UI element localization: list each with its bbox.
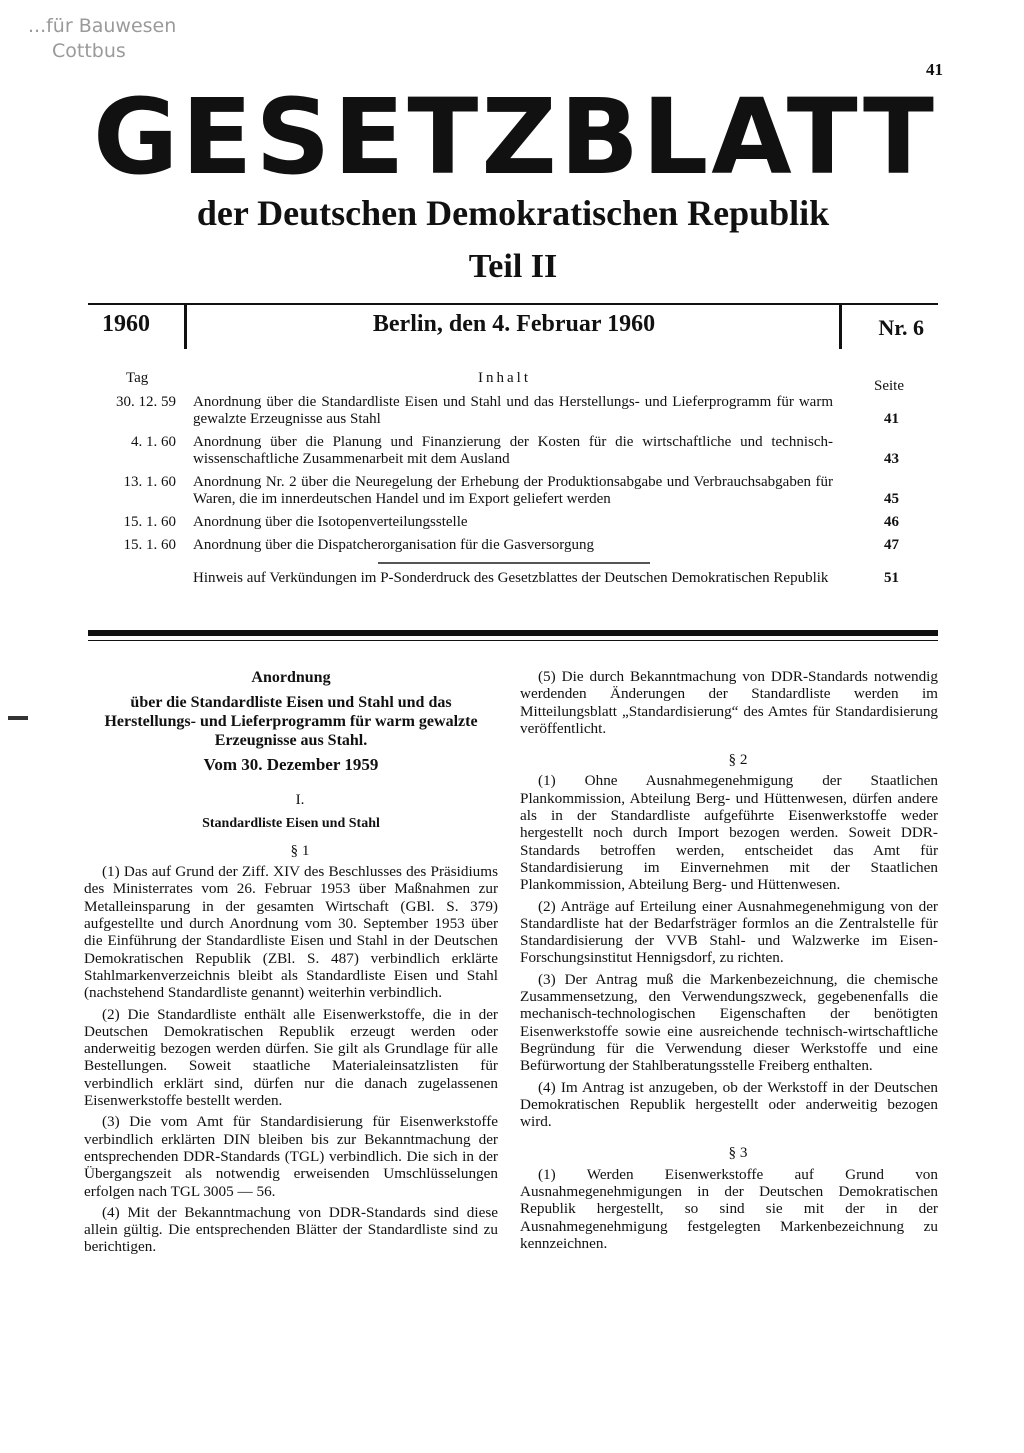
toc-col-inhalt: Inhalt	[478, 370, 531, 386]
paragraph-1-5: (5) Die durch Bekanntmachung von DDR-Standards notwendig werdenden Änderungen der Standardliste werden im Mitteilungsblatt „Standardisierung“ des Amtes für Standardisierung veröffentlicht.	[520, 668, 938, 737]
toc-entry-page: 45	[884, 491, 899, 507]
toc-entry	[88, 537, 918, 554]
paragraph-2-3: (3) Der Antrag muß die Markenbezeichnung, die chemische Zusammensetzung, den Verwendungszweck, gegebenenfalls die mechanisch-technologischen Eigenschaften der benötigten Eisenwerkstoffe sowie eine ausreichende technisch-wirtschaftliche Begründung für die Verwendung dieser Werkstoffe und eine Befürwortung der Stahlberatungsstelle Freiberg enthalten.	[520, 970, 938, 1075]
toc-entry	[88, 514, 918, 531]
toc-entry-page: 46	[884, 514, 899, 530]
right-column	[520, 668, 938, 1256]
toc-separator	[378, 562, 650, 564]
masthead-subtitle: der Deutschen Demokratischen Republik	[196, 193, 830, 233]
header-rule	[88, 303, 938, 305]
part-number: I.	[295, 791, 305, 809]
toc-entry-date: 13. 1. 60	[123, 474, 176, 490]
library-stamp	[28, 14, 176, 64]
stamp-line-1: ...für Bauwesen	[28, 15, 177, 37]
article-heading: Anordnung	[251, 669, 331, 686]
toc-bottom-rule	[88, 640, 938, 641]
issue-header	[88, 303, 938, 349]
toc-entry-date: 15. 1. 60	[123, 537, 176, 553]
issue-number: Nr. 6	[878, 315, 924, 340]
toc-entry	[88, 474, 918, 508]
toc-entry-page: 47	[884, 537, 899, 553]
toc-entry-text: Anordnung über die Planung und Finanzierung der Kosten für die wirtschaftliche und technisch-wissenschaftliche Zusammenarbeit mit dem Ausland	[193, 434, 833, 467]
toc-note-text: Hinweis auf Verkündungen im P-Sonderdruck des Gesetzblattes der Deutschen Demokratischen Republik	[193, 570, 829, 586]
paragraph-1-1: (1) Das auf Grund der Ziff. XIV des Beschlusses des Präsidiums des Ministerrates vom 26. Februar 1953 über Maßnahmen zur Metalleinsparung in der gesamten Wirtschaft (GBl. S. 379) aufgestellte und durch Anordnung vom 30. September 1953 über die Einführung der Standardliste Eisen und Stahl in der Deutschen Demokratischen Republik (ZBl. S. 487) verbindlich erklärte Stahlmarkenverzeichnis bleibt als Standardliste Eisen und Stahl (nachstehend Standardliste genannt) weiterhin verbindlich.	[84, 863, 498, 1002]
toc-note	[88, 570, 918, 587]
paragraph-2-2: (2) Anträge auf Erteilung einer Ausnahmegenehmigung von der Standardliste hat der Bedarfsträger formlos an die Zentralstelle für Standardisierung der VVB Stahl- und Walzwerke im Eisen-Forschungsinstitut Hennigsdorf, zu richten.	[520, 897, 938, 967]
section-3: § 3	[728, 1144, 748, 1162]
part-title: Standardliste Eisen und Stahl	[202, 815, 380, 831]
left-column	[84, 668, 498, 1260]
toc-entry-text: Anordnung über die Dispatcherorganisation für die Gasversorgung	[193, 537, 595, 553]
masthead-title: GESETZBLATT	[93, 76, 937, 198]
toc-entry	[88, 394, 918, 428]
article-date: Vom 30. Dezember 1959	[203, 755, 379, 774]
paragraph-1-3: (3) Die vom Amt für Standardisierung für Eisenwerkstoffe verbindlich erklärten DIN bleiben bis zur Bekanntmachung der entsprechenden DDR-Standards (TGL) verbindlich. Die sich in der Übergangszeit als notwendig erweisenden Umschlüsselungen erfolgen nach TGL 3005 — 56.	[84, 1113, 498, 1200]
paragraph-3-1: (1) Werden Eisenwerkstoffe auf Grund von Ausnahmegenehmigungen in der Deutschen Demokratischen Republik hergestellt, so sind sie mit der in der Ausnahmegenehmigung festgelegten Markenbezeichnung zu kennzeichnen.	[520, 1165, 938, 1252]
toc-col-seite: Seite	[874, 378, 904, 394]
article-subheading: über die Standardliste Eisen und Stahl und das Herstellungs- und Lieferprogramm für warm gewalzte Erzeugnisse aus Stahl.	[104, 694, 478, 749]
header-divider-left	[184, 303, 187, 349]
toc-bottom-bar	[88, 630, 938, 636]
toc-entry-text: Anordnung über die Isotopenverteilungsstelle	[193, 514, 468, 530]
section-1: § 1	[290, 841, 310, 859]
toc-entry-text: Anordnung über die Standardliste Eisen und Stahl und das Herstellungs- und Lieferprogramm für warm gewalzte Erzeugnisse aus Stahl	[193, 394, 833, 427]
masthead-part: Teil II	[468, 248, 558, 285]
issue-year: 1960	[102, 311, 150, 337]
toc-entry-date: 15. 1. 60	[123, 514, 176, 530]
toc-entry-text: Anordnung Nr. 2 über die Neuregelung der Erhebung der Produktionsabgabe und Verbrauchsabgaben für Waren, die im innerdeutschen Handel und im Export geliefert werden	[193, 474, 833, 507]
toc-entry-date: 30. 12. 59	[116, 394, 176, 410]
paragraph-2-4: (4) Im Antrag ist anzugeben, ob der Werkstoff in der Deutschen Demokratischen Republik hergestellt oder anderweitig bezogen wird.	[520, 1078, 938, 1131]
toc-entry-page: 41	[884, 411, 899, 427]
section-2: § 2	[728, 751, 748, 769]
table-of-contents	[88, 370, 918, 587]
paragraph-2-1: (1) Ohne Ausnahmegenehmigung der Staatlichen Plankommission, Abteilung Berg- und Hüttenwesen, dürfen andere als in der Standardliste aufgeführte Eisenwerkstoffe weder hergestellt noch durch Import bezogen werden. Soweit DDR-Standards betroffen werden, entscheidet das Amt für Standardisierung im Einvernehmen mit der Staatlichen Plankommission, Abteilung Berg- und Hüttenwesen.	[520, 772, 938, 894]
toc-note-page: 51	[884, 570, 899, 586]
toc-col-tag: Tag	[126, 370, 149, 386]
toc-entry	[88, 434, 918, 468]
issue-date: Berlin, den 4. Februar 1960	[372, 311, 656, 337]
toc-entry-date: 4. 1. 60	[131, 434, 176, 450]
toc-header	[88, 370, 918, 392]
paragraph-1-2: (2) Die Standardliste enthält alle Eisenwerkstoffe, die in der Deutschen Demokratischen Republik erzeugt werden oder anderweitig bezogen werden dürfen. Sie gilt als Grundlage für alle Bestellungen. Soweit staatliche Materialeinsatzlisten für verbindlich erklärt sind, dürfen nur die danach zugelassenen Eisenwerkstoffe bestellt werden.	[84, 1005, 498, 1110]
paragraph-1-4: (4) Mit der Bekanntmachung von DDR-Standards sind diese allein gültig. Die entsprechenden Blätter der Standardliste sind zu berichtigen.	[84, 1203, 498, 1256]
page-number: 41	[926, 60, 943, 79]
stamp-line-2: Cottbus	[52, 40, 126, 62]
toc-entry-page: 43	[884, 451, 899, 467]
margin-mark	[8, 716, 28, 720]
